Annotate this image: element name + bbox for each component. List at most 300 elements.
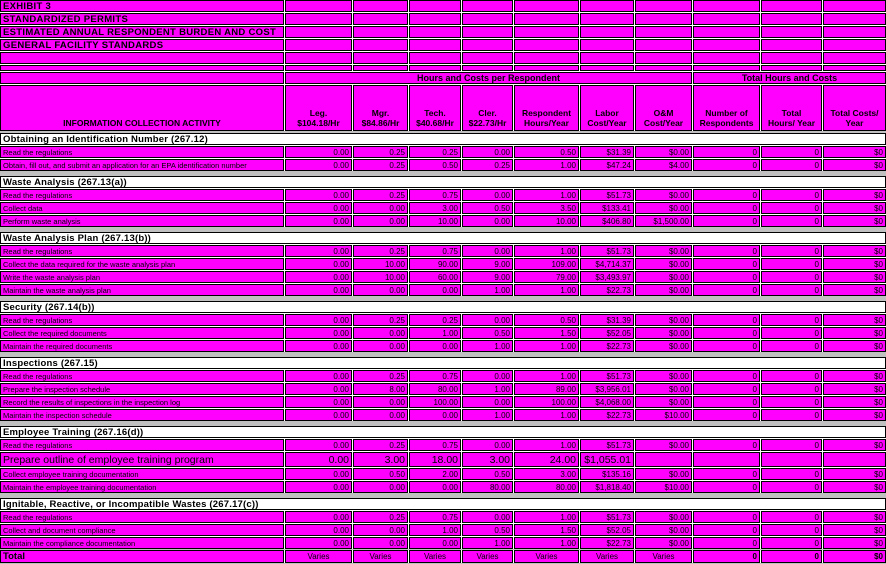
blank-cell (409, 13, 461, 25)
value-cell: 0.00 (462, 314, 513, 326)
value-cell: 0 (761, 409, 822, 421)
value-cell: 0.00 (285, 452, 352, 467)
value-cell: 0.25 (353, 245, 408, 257)
column-header-cell: Total Hours/ Year (761, 85, 822, 131)
value-cell: 3.00 (514, 468, 579, 480)
total-value-cell: Varies (285, 550, 352, 563)
table-row (0, 215, 886, 227)
value-cell: 0.50 (409, 159, 461, 171)
value-cell: 0 (693, 245, 760, 257)
blank-cell (462, 26, 513, 38)
blank-cell (761, 52, 822, 64)
activity-cell: Read the regulations (0, 189, 284, 201)
value-cell: 0.50 (462, 202, 513, 214)
value-cell: 0 (761, 189, 822, 201)
value-cell: $0 (823, 245, 886, 257)
value-cell: 3.00 (409, 202, 461, 214)
value-cell: 0 (761, 439, 822, 451)
value-cell: $0.00 (635, 146, 692, 158)
value-cell: 0.75 (409, 511, 461, 523)
value-cell: 0.25 (462, 159, 513, 171)
blank-cell (823, 26, 886, 38)
value-cell: 1.00 (514, 245, 579, 257)
value-cell: $0 (823, 409, 886, 421)
value-cell: 0 (693, 189, 760, 201)
value-cell: 0.25 (353, 511, 408, 523)
blank-cell (823, 0, 886, 12)
activity-cell: Collect the required documents (0, 327, 284, 339)
table-row (0, 370, 886, 382)
exhibit-title: EXHIBIT 3 (0, 0, 284, 12)
totals-group-header: Total Hours and Costs (693, 72, 886, 84)
value-cell: 0.00 (409, 481, 461, 493)
total-value-cell: $0 (823, 550, 886, 563)
value-cell: 0.00 (285, 189, 352, 201)
blank-cell (693, 65, 760, 71)
section (0, 176, 886, 227)
value-cell: 1.50 (514, 327, 579, 339)
column-header-cell: Total Costs/ Year (823, 85, 886, 131)
value-cell: 0.50 (514, 146, 579, 158)
value-cell: 80.00 (462, 481, 513, 493)
table-row (0, 383, 886, 395)
value-cell: 109.00 (514, 258, 579, 270)
activity-cell: Read the regulations (0, 370, 284, 382)
activity-cell: Read the regulations (0, 146, 284, 158)
value-cell: 0.00 (285, 439, 352, 451)
total-row (0, 550, 886, 563)
value-cell (823, 452, 886, 467)
value-cell: 1.00 (514, 511, 579, 523)
activity-cell: Write the waste analysis plan (0, 271, 284, 283)
value-cell: $52.05 (580, 524, 634, 536)
value-cell: 0 (693, 396, 760, 408)
value-cell: 10.00 (409, 215, 461, 227)
table-row (0, 524, 886, 536)
value-cell: $0 (823, 439, 886, 451)
activity-cell: Prepare the inspection schedule (0, 383, 284, 395)
value-cell: 1.00 (514, 439, 579, 451)
value-cell: 0.00 (285, 481, 352, 493)
activity-cell: Read the regulations (0, 511, 284, 523)
value-cell: 10.00 (353, 258, 408, 270)
activity-cell: Collect and document compliance (0, 524, 284, 536)
value-cell: 0 (693, 202, 760, 214)
value-cell: $0 (823, 340, 886, 352)
value-cell: 3.00 (462, 452, 513, 467)
activity-cell: Maintain the employee training documentation (0, 481, 284, 493)
value-cell: 0.00 (285, 370, 352, 382)
value-cell: $0.00 (635, 284, 692, 296)
value-cell: 0.00 (462, 511, 513, 523)
value-cell: $10.00 (635, 409, 692, 421)
value-cell: 0 (761, 258, 822, 270)
value-cell: $0.00 (635, 202, 692, 214)
value-cell: 0.00 (285, 524, 352, 536)
value-cell: 0 (693, 537, 760, 549)
blank-cell (580, 26, 634, 38)
value-cell: 0.75 (409, 439, 461, 451)
value-cell: 0.00 (285, 159, 352, 171)
blank-cell (635, 26, 692, 38)
value-cell: 0.00 (285, 314, 352, 326)
value-cell: 8.00 (353, 383, 408, 395)
table-row (0, 340, 886, 352)
standards-title: GENERAL FACILITY STANDARDS (0, 39, 284, 51)
value-cell: 1.50 (514, 524, 579, 536)
title-row (0, 26, 886, 38)
value-cell: 0 (693, 258, 760, 270)
value-cell: 1.00 (462, 383, 513, 395)
value-cell: 0.00 (462, 439, 513, 451)
value-cell: 0 (761, 370, 822, 382)
value-cell: 0.75 (409, 370, 461, 382)
value-cell: 0.00 (285, 327, 352, 339)
total-value-cell: 0 (693, 550, 760, 563)
value-cell: 0 (693, 284, 760, 296)
value-cell: $0 (823, 314, 886, 326)
value-cell: $51.73 (580, 189, 634, 201)
value-cell: $0 (823, 383, 886, 395)
blank-cell (0, 65, 284, 71)
value-cell: 0 (693, 468, 760, 480)
value-cell: 0.50 (353, 468, 408, 480)
value-cell: 0 (693, 146, 760, 158)
blank-cell (580, 65, 634, 71)
value-cell: $0.00 (635, 396, 692, 408)
value-cell: 0 (693, 511, 760, 523)
activity-cell: Obtain, fill out, and submit an application for an EPA identification number (0, 159, 284, 171)
value-cell: 0 (761, 481, 822, 493)
blank-row (0, 52, 886, 64)
value-cell: $4,714.37 (580, 258, 634, 270)
value-cell: 0.00 (285, 409, 352, 421)
value-cell: $0 (823, 370, 886, 382)
blank-cell (761, 39, 822, 51)
value-cell: 0 (693, 409, 760, 421)
table-row (0, 327, 886, 339)
value-cell: 1.00 (514, 370, 579, 382)
value-cell: 0.00 (353, 481, 408, 493)
value-cell: $3,956.01 (580, 383, 634, 395)
value-cell: $0.00 (635, 439, 692, 451)
activity-cell: Maintain the waste analysis plan (0, 284, 284, 296)
value-cell: 0.00 (409, 284, 461, 296)
blank-cell (285, 0, 352, 12)
section-header: Waste Analysis Plan (267.13(b)) (0, 232, 886, 244)
blank-cell (761, 0, 822, 12)
blank-cell (0, 52, 284, 64)
value-cell: 1.00 (514, 340, 579, 352)
value-cell: $51.73 (580, 511, 634, 523)
column-header-cell: Leg. $104.18/Hr (285, 85, 352, 131)
value-cell: 0.00 (409, 409, 461, 421)
value-cell: $22.73 (580, 537, 634, 549)
blank-cell (514, 65, 579, 71)
title-row (0, 0, 886, 12)
table-row (0, 146, 886, 158)
column-header-cell: Tech. $40.68/Hr (409, 85, 461, 131)
section-header: Employee Training (267.16(d)) (0, 426, 886, 438)
value-cell: 90.00 (409, 258, 461, 270)
value-cell: 0 (761, 245, 822, 257)
table-row (0, 202, 886, 214)
value-cell: 0 (693, 159, 760, 171)
blank-row-thin (0, 65, 886, 71)
value-cell: 0.25 (353, 439, 408, 451)
table-row (0, 284, 886, 296)
value-cell: $0.00 (635, 511, 692, 523)
activity-cell: Prepare outline of employee training program (0, 452, 284, 467)
value-cell: 0.00 (462, 245, 513, 257)
value-cell: 18.00 (409, 452, 461, 467)
value-cell: $22.73 (580, 409, 634, 421)
value-cell: $0.00 (635, 271, 692, 283)
section (0, 498, 886, 549)
blank-cell (693, 13, 760, 25)
value-cell: 0 (761, 202, 822, 214)
blank-cell (761, 65, 822, 71)
value-cell: 0.75 (409, 189, 461, 201)
value-cell: 0.00 (285, 396, 352, 408)
activity-cell: Collect data (0, 202, 284, 214)
value-cell: 0 (761, 314, 822, 326)
blank-cell (514, 26, 579, 38)
burden-cost-title: ESTIMATED ANNUAL RESPONDENT BURDEN AND COST (0, 26, 284, 38)
activity-cell: Perform waste analysis (0, 215, 284, 227)
value-cell: $0.00 (635, 524, 692, 536)
blank-cell (514, 13, 579, 25)
value-cell: 0 (693, 383, 760, 395)
activity-cell: Read the regulations (0, 314, 284, 326)
value-cell: $4,068.00 (580, 396, 634, 408)
table-row (0, 314, 886, 326)
value-cell: 0 (693, 314, 760, 326)
title-row (0, 39, 886, 51)
value-cell: 0.00 (285, 537, 352, 549)
activity-cell: Maintain the inspection schedule (0, 409, 284, 421)
table-row (0, 481, 886, 493)
value-cell: $0.00 (635, 327, 692, 339)
activity-cell: Collect the data required for the waste analysis plan (0, 258, 284, 270)
value-cell: $0 (823, 159, 886, 171)
value-cell: 100.00 (409, 396, 461, 408)
value-cell: 0 (761, 511, 822, 523)
total-value-cell: Varies (462, 550, 513, 563)
value-cell: $0 (823, 258, 886, 270)
section-header: Waste Analysis (267.13(a)) (0, 176, 886, 188)
column-header-cell: O&M Cost/Year (635, 85, 692, 131)
blank-cell (823, 39, 886, 51)
total-label-cell: Total (0, 550, 284, 563)
value-cell: $0 (823, 481, 886, 493)
value-cell: 0.00 (409, 537, 461, 549)
activity-cell: Collect employee training documentation (0, 468, 284, 480)
value-cell: 0.50 (462, 327, 513, 339)
blank-cell (462, 65, 513, 71)
value-cell: 0 (761, 284, 822, 296)
blank-cell (353, 0, 408, 12)
blank-cell (635, 39, 692, 51)
value-cell: $133.41 (580, 202, 634, 214)
value-cell: $22.73 (580, 340, 634, 352)
value-cell: $0.00 (635, 468, 692, 480)
blank-cell (462, 0, 513, 12)
value-cell: 0.25 (353, 314, 408, 326)
value-cell: 0.00 (353, 524, 408, 536)
value-cell: 60.00 (409, 271, 461, 283)
value-cell: $10.00 (635, 481, 692, 493)
value-cell: 0.00 (285, 202, 352, 214)
value-cell: 3.00 (353, 452, 408, 467)
value-cell: 0 (761, 468, 822, 480)
value-cell: 1.00 (514, 159, 579, 171)
blank-cell (761, 13, 822, 25)
blank-cell (409, 52, 461, 64)
value-cell: 0.00 (285, 271, 352, 283)
value-cell: 80.00 (409, 383, 461, 395)
blank-cell (635, 65, 692, 71)
blank-cell (285, 65, 352, 71)
value-cell: 0 (693, 524, 760, 536)
value-cell: 0.00 (285, 340, 352, 352)
value-cell: $0.00 (635, 537, 692, 549)
activity-cell: Maintain the compliance documentation (0, 537, 284, 549)
value-cell: $0 (823, 511, 886, 523)
blank-cell (635, 0, 692, 12)
value-cell: 0.00 (462, 396, 513, 408)
value-cell: 0.00 (462, 215, 513, 227)
value-cell: 1.00 (462, 537, 513, 549)
blank-cell (580, 0, 634, 12)
value-cell: 0.50 (462, 524, 513, 536)
value-cell: $51.73 (580, 439, 634, 451)
blank-cell (409, 26, 461, 38)
blank-cell (580, 52, 634, 64)
table-row (0, 511, 886, 523)
value-cell: $4.00 (635, 159, 692, 171)
value-cell: 0 (761, 383, 822, 395)
value-cell: 24.00 (514, 452, 579, 467)
table-row (0, 439, 886, 451)
value-cell: 0.00 (353, 284, 408, 296)
value-cell: 0.25 (409, 314, 461, 326)
column-header-row (0, 85, 886, 131)
value-cell: 10.00 (353, 271, 408, 283)
value-cell: 0 (761, 340, 822, 352)
blank-cell (353, 26, 408, 38)
value-cell: 0 (693, 340, 760, 352)
total-value-cell: Varies (635, 550, 692, 563)
value-cell: $1,818.40 (580, 481, 634, 493)
value-cell: 1.00 (409, 327, 461, 339)
value-cell: 1.00 (514, 284, 579, 296)
blank-cell (285, 26, 352, 38)
table-row (0, 258, 886, 270)
value-cell: 0.00 (285, 383, 352, 395)
value-cell: $1,500.00 (635, 215, 692, 227)
column-header-cell: Number of Respondents (693, 85, 760, 131)
table-row (0, 245, 886, 257)
table-row (0, 537, 886, 549)
value-cell: 0.00 (353, 202, 408, 214)
value-cell: $0 (823, 284, 886, 296)
value-cell: 0.25 (353, 370, 408, 382)
value-cell: $0 (823, 146, 886, 158)
value-cell: 1.00 (514, 537, 579, 549)
value-cell: 0 (693, 439, 760, 451)
table-row (0, 409, 886, 421)
blank-cell (823, 65, 886, 71)
value-cell (635, 452, 692, 467)
activity-cell: Maintain the required documents (0, 340, 284, 352)
value-cell: 0 (761, 524, 822, 536)
blank-cell (693, 39, 760, 51)
value-cell: 0.00 (285, 284, 352, 296)
blank-cell (693, 0, 760, 12)
value-cell: $47.24 (580, 159, 634, 171)
value-cell: 0.00 (462, 189, 513, 201)
value-cell: 1.00 (462, 340, 513, 352)
group-header-row (0, 72, 886, 84)
value-cell: 0.00 (462, 370, 513, 382)
value-cell: $0 (823, 524, 886, 536)
blank-cell (353, 52, 408, 64)
value-cell: 0.00 (285, 146, 352, 158)
value-cell: 0.00 (353, 215, 408, 227)
section-header: Obtaining an Identification Number (267.12) (0, 133, 886, 145)
value-cell: 1.00 (514, 409, 579, 421)
section (0, 357, 886, 421)
value-cell: 0.00 (409, 340, 461, 352)
value-cell: 2.00 (409, 468, 461, 480)
value-cell: $51.73 (580, 245, 634, 257)
table-row (0, 452, 886, 467)
value-cell: 0.00 (353, 537, 408, 549)
value-cell: 0.50 (462, 468, 513, 480)
section-header: Inspections (267.15) (0, 357, 886, 369)
value-cell: $0.00 (635, 383, 692, 395)
section (0, 133, 886, 171)
per-respondent-group-header: Hours and Costs per Respondent (285, 72, 692, 84)
total-block (0, 550, 886, 563)
table-body (0, 131, 886, 563)
table-row (0, 189, 886, 201)
value-cell: $31.39 (580, 146, 634, 158)
total-value-cell: Varies (514, 550, 579, 563)
value-cell: 3.50 (514, 202, 579, 214)
value-cell: 0.25 (409, 146, 461, 158)
blank-cell (409, 39, 461, 51)
value-cell: $406.80 (580, 215, 634, 227)
value-cell: 1.00 (514, 189, 579, 201)
activity-cell: Read the regulations (0, 245, 284, 257)
table-row (0, 159, 886, 171)
total-value-cell: Varies (409, 550, 461, 563)
blank-cell (353, 65, 408, 71)
value-cell: 0.00 (353, 340, 408, 352)
blank-cell (514, 52, 579, 64)
value-cell: $0 (823, 537, 886, 549)
blank-cell (462, 52, 513, 64)
value-cell: $22.73 (580, 284, 634, 296)
value-cell: $0.00 (635, 370, 692, 382)
blank-cell (514, 0, 579, 12)
value-cell: $0 (823, 189, 886, 201)
section (0, 426, 886, 493)
value-cell: $0.00 (635, 340, 692, 352)
value-cell: 9.00 (462, 271, 513, 283)
